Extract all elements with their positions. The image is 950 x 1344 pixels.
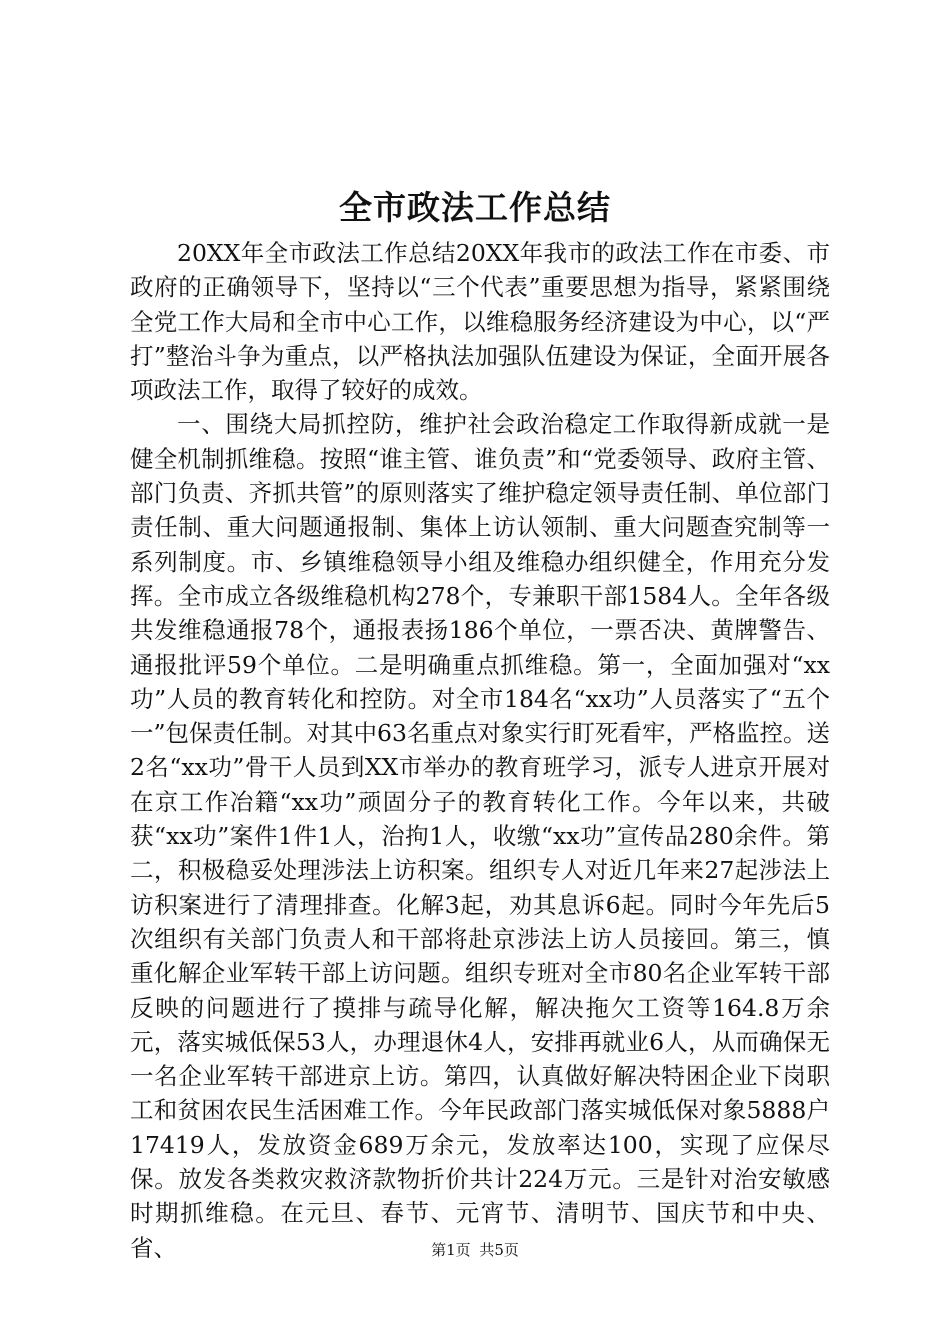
- page-total: 共5页: [479, 1241, 519, 1259]
- document-title: 全市政法工作总结: [339, 188, 611, 227]
- page-number: 第1页: [431, 1241, 471, 1259]
- paragraph-intro: 20XX年全市政法工作总结20XX年我市的政法工作在市委、市政府的正确领导下，坚持以“三个代表”重要思想为指导，紧紧围绕全党工作大局和全市中心工作，以维稳服务经济建设为中心，以“严打”整治斗争为重点，以严格执法加强队伍建设为保证，全面开展各项政法工作，取得了较好的成效。: [130, 239, 830, 405]
- document-body: [130, 236, 830, 1265]
- paragraph-section-one: 一、围绕大局抓控防，维护社会政治稳定工作取得新成就一是健全机制抓维稳。按照“谁主管、谁负责”和“党委领导、政府主管、部门负责、齐抓共管”的原则落实了维护稳定领导责任制、单位部门责任制、重大问题通报制、集体上访认领制、重大问题查究制等一系列制度。市、乡镇维稳领导小组及维稳办组织健全，作用充分发挥。全市成立各级维稳机构278个，专兼职干部1584人。全年各级共发维稳通报78个，通报表扬186个单位，一票否决、黄牌警告、通报批评59个单位。二是明确重点抓维稳。第一，全面加强对“xx功”人员的教育转化和控防。对全市184名“xx功”人员落实了“五个一”包保责任制。对其中63名重点对象实行盯死看牢，严格监控。送2名“xx功”骨干人员到XX市举办的教育班学习，派专人进京开展对在京工作冶籍“xx功”顽固分子的教育转化工作。今年以来，共破获“xx功”案件1件1人，治拘1人，收缴“xx功”宣传品280余件。第二，积极稳妥处理涉法上访积案。组织专人对近几年来27起涉法上访积案进行了清理排查。化解3起，劝其息诉6起。同时今年先后5次组织有关部门负责人和干部将赴京涉法上访人员接回。第三，慎重化解企业军转干部上访问题。组织专班对全市80名企业军转干部反映的问题进行了摸排与疏导化解，解决拖欠工资等164.8万余元，落实城低保53人，办理退休4人，安排再就业6人，从而确保无一名企业军转干部进京上访。第四，认真做好解决特困企业下岗职工和贫困农民生活困难工作。今年民政部门落实城低保对象5888户17419人，发放资金689万余元，发放率达100，实现了应保尽保。放发各类救灾救济款物折价共计224万元。三是针对治安敏感时期抓维稳。在元旦、春节、元宵节、清明节、国庆节和中央、省、: [130, 410, 830, 1262]
- page-footer: [0, 1240, 950, 1260]
